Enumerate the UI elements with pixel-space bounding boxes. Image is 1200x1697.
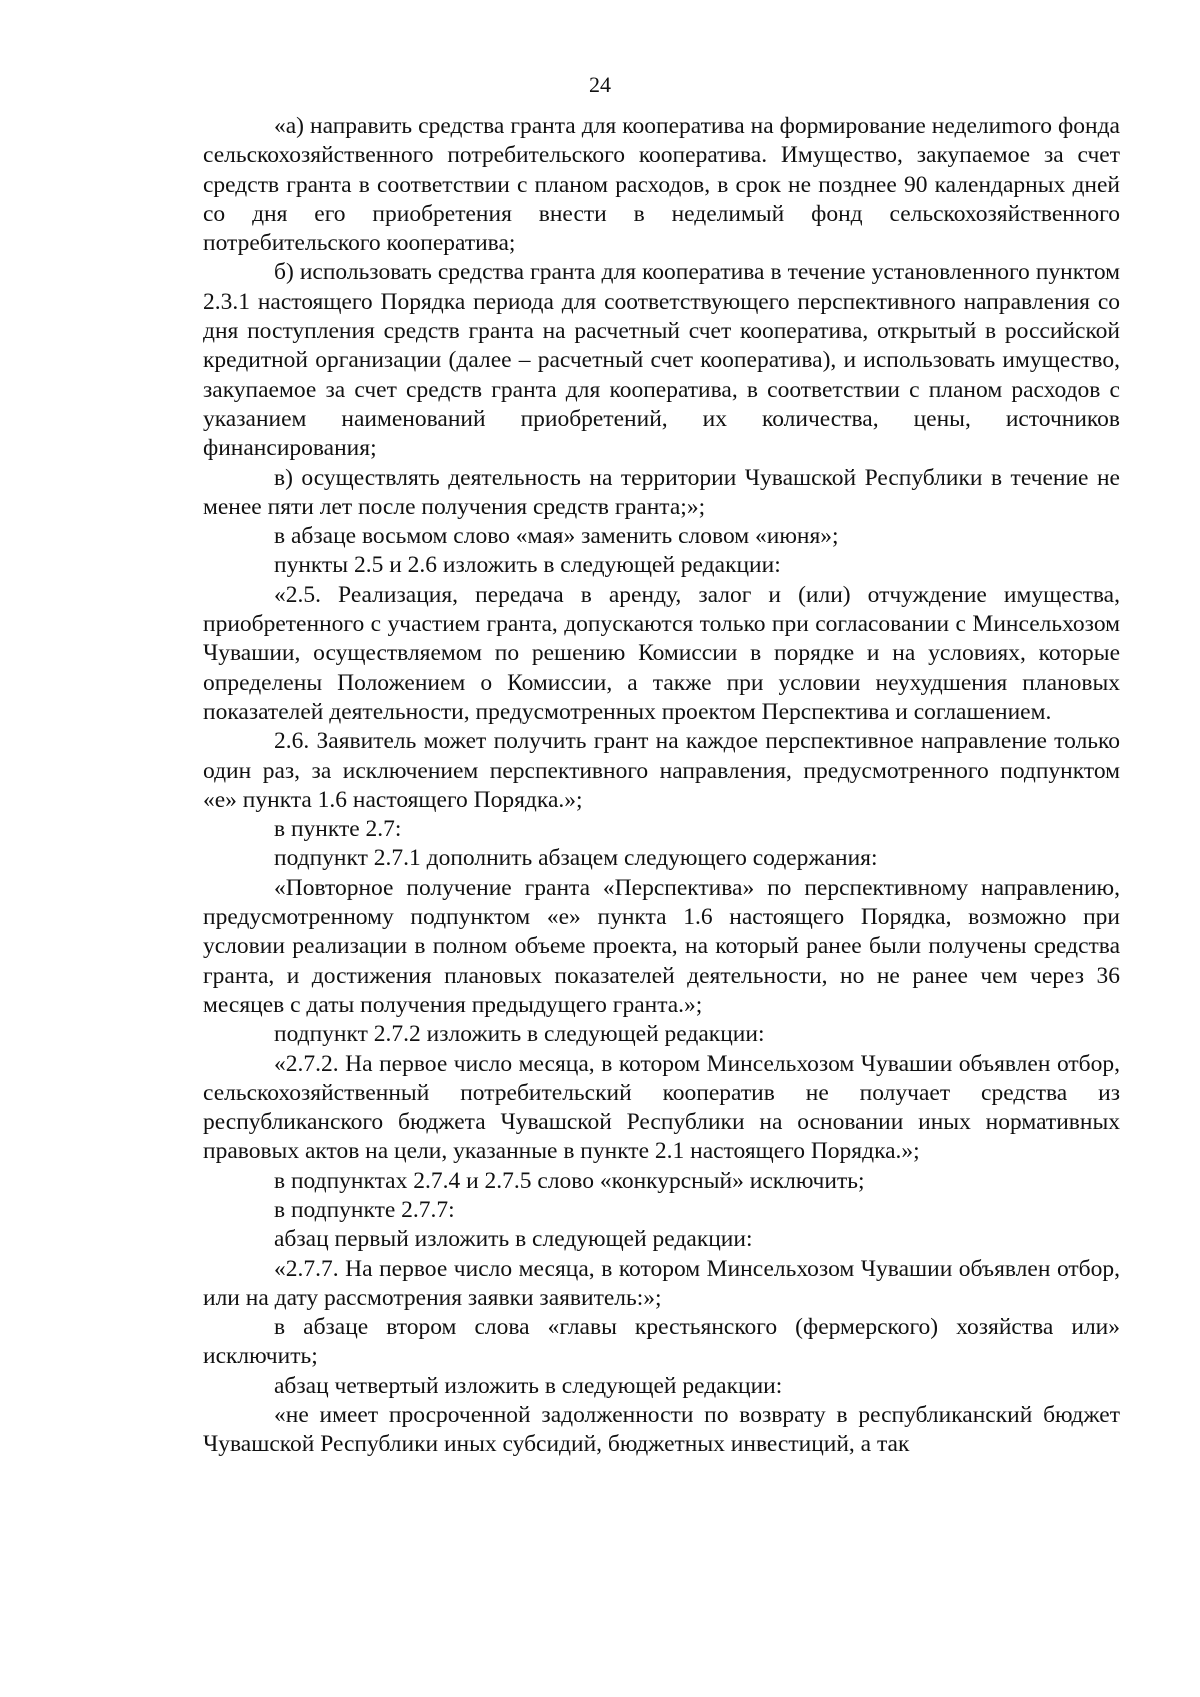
paragraph-no-debt: «не имеет просроченной задолженности по возврату в республиканский бюджет Чувашской Республики иных субсидий, бюджетных инвестиций, а так (203, 1402, 1120, 1458)
paragraph-amendment-line: подпункт 2.7.2 изложить в следующей редакции: (274, 1021, 765, 1048)
paragraph-repeat-grant: «Повторное получение гранта «Перспектива» по перспективному направлению, предусмотренному подпунктом «е» пункта 1.6 настоящего Порядка, возможно при условии реализации в полном объеме проекта, на который ранее были получены средства гранта, и достижения плановых показателей деятельности, но не ранее чем через 36 месяцев с даты получения предыдущего гранта.»; (203, 874, 1120, 1018)
page-number: 24 (589, 72, 611, 97)
paragraph-b: б) использовать средства гранта для кооператива в течение установленного пунктом 2.3.1 настоящего Порядка периода для соответствующего перспективного направления со дня поступления средств гранта на расчетный счет кооператива, открытый в российской кредитной организации (далее – расчетный счет кооператива), и использовать имущество, закупаемое за счет средств гранта для кооператива, в соответствии с планом расходов с указанием наименований приобретений, их количества, цены, источников финансирования; (203, 259, 1120, 462)
paragraph-amendment-line: в абзаце восьмом слово «мая» заменить словом «июня»; (274, 523, 839, 550)
paragraph-amendment-line: в подпункте 2.7.7: (274, 1196, 455, 1223)
paragraph-2-7-7: «2.7.7. На первое число месяца, в котором Минсельхозом Чувашии объявлен отбор, или на дату рассмотрения заявки заявитель:»; (203, 1255, 1120, 1311)
paragraph-amendment-line: абзац первый изложить в следующей редакции: (274, 1226, 753, 1253)
paragraph-amendment-line: пункты 2.5 и 2.6 изложить в следующей редакции: (274, 552, 781, 579)
document-body (203, 112, 1120, 1460)
paragraph-amendment-line: абзац четвертый изложить в следующей редакции: (274, 1372, 783, 1399)
paragraph-2-6: 2.6. Заявитель может получить грант на каждое перспективное направление только один раз, за исключением перспективного направления, предусмотренного подпунктом «е» пункта 1.6 настоящего Порядка.»; (203, 728, 1120, 813)
paragraph-a: «а) направить средства гранта для кооператива на формирование неделиmого фонда сельскохозяйственного потребительского кооператива. Имущество, закупаемое за счет средств гранта в соответствии с планом расходов, в срок не позднее 90 календарных дней со дня его приобретения внести в неделимый фонд сельскохозяйственного потребительского кооператива; (203, 113, 1120, 257)
paragraph-amendment-line: в подпунктах 2.7.4 и 2.7.5 слово «конкурсный» исключить; (274, 1167, 865, 1194)
paragraph-amendment-line: в абзаце втором слова «главы крестьянского (фермерского) хозяйства или» исключить; (203, 1314, 1120, 1370)
paragraph-2-7-2: «2.7.2. На первое число месяца, в котором Минсельхозом Чувашии объявлен отбор, сельскохозяйственный потребительский кооператив не получает средства из республиканского бюджета Чувашской Республики на основании иных нормативных правовых актов на цели, указанные в пункте 2.1 настоящего Порядка.»; (203, 1050, 1120, 1165)
paragraph-amendment-line: подпункт 2.7.1 дополнить абзацем следующего содержания: (274, 845, 878, 872)
paragraph-v: в) осуществлять деятельность на территории Чувашской Республики в течение не менее пяти лет после получения средств гранта;»; (203, 464, 1120, 520)
paragraph-amendment-line: в пункте 2.7: (274, 816, 402, 843)
paragraph-2-5: «2.5. Реализация, передача в аренду, залог и (или) отчуждение имущества, приобретенного с участием гранта, допускаются только при согласовании с Минсельхозом Чувашии, осуществляемом по решению Комиссии в порядке и на условиях, которые определены Положением о Комиссии, а также при условии неухудшения плановых показателей деятельности, предусмотренных проектом Перспектива и соглашением. (203, 581, 1120, 725)
